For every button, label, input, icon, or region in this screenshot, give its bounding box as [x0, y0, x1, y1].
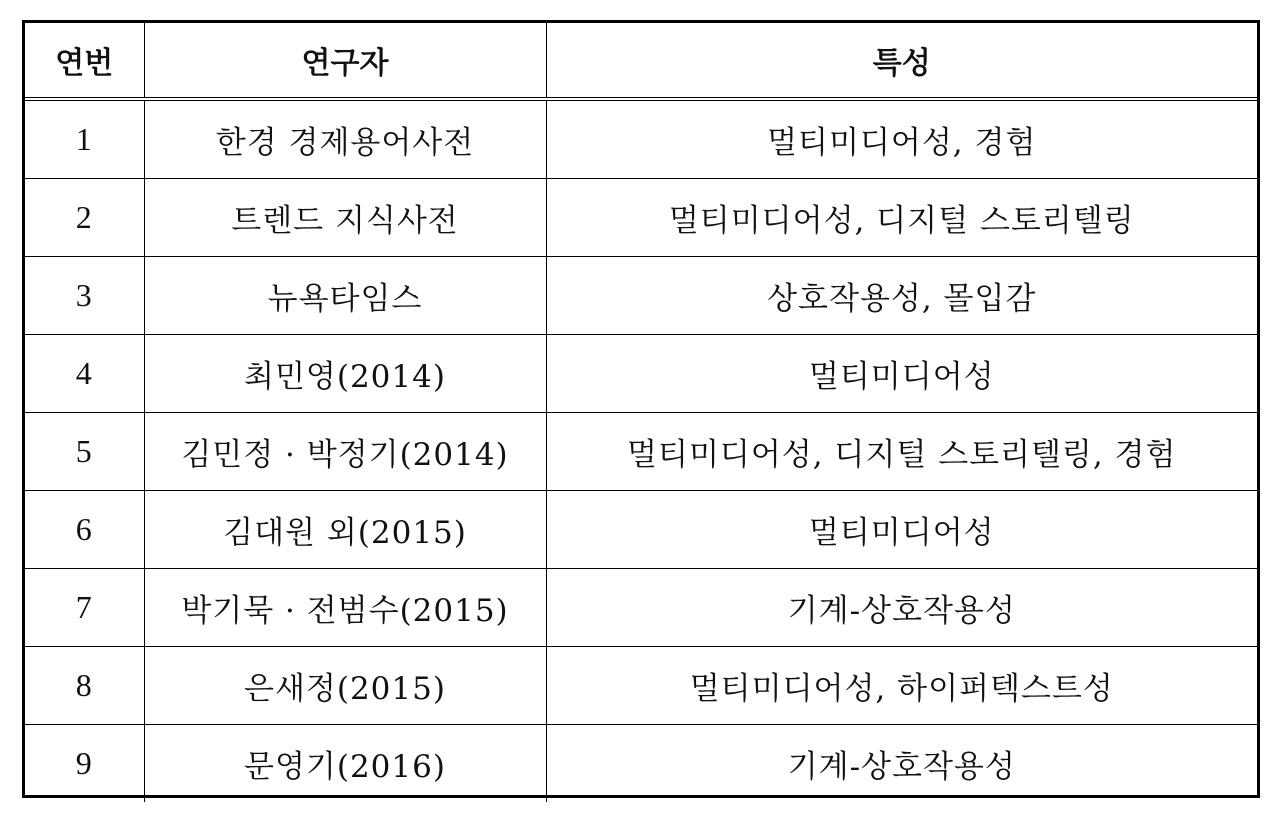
- row-number: 6: [25, 491, 144, 569]
- row-traits: 상호작용성, 몰입감: [546, 257, 1257, 335]
- row-researcher: 한경 경제용어사전: [144, 99, 546, 179]
- row-traits: 멀티미디어성, 경험: [546, 99, 1257, 179]
- row-traits: 기계-상호작용성: [546, 725, 1257, 803]
- row-researcher: 최민영(2014): [144, 335, 546, 413]
- row-researcher: 은새정(2015): [144, 647, 546, 725]
- row-traits: 기계-상호작용성: [546, 569, 1257, 647]
- research-table-container: [22, 20, 1260, 798]
- row-researcher: 박기묵 · 전범수(2015): [144, 569, 546, 647]
- table-row: [25, 491, 1257, 569]
- row-traits: 멀티미디어성: [546, 491, 1257, 569]
- row-traits: 멀티미디어성, 디지털 스토리텔링: [546, 179, 1257, 257]
- research-table: [25, 23, 1257, 802]
- header-number: 연번: [25, 23, 144, 99]
- table-row: [25, 647, 1257, 725]
- table-row: [25, 335, 1257, 413]
- header-traits: 특성: [546, 23, 1257, 99]
- table-row: [25, 257, 1257, 335]
- row-researcher: 김민정 · 박정기(2014): [144, 413, 546, 491]
- table-row: [25, 99, 1257, 179]
- table-row: [25, 413, 1257, 491]
- header-researcher: 연구자: [144, 23, 546, 99]
- row-traits: 멀티미디어성, 하이퍼텍스트성: [546, 647, 1257, 725]
- row-number: 4: [25, 335, 144, 413]
- table-row: [25, 569, 1257, 647]
- row-number: 5: [25, 413, 144, 491]
- row-traits: 멀티미디어성, 디지털 스토리텔링, 경험: [546, 413, 1257, 491]
- row-number: 1: [25, 99, 144, 179]
- row-researcher: 트렌드 지식사전: [144, 179, 546, 257]
- row-traits: 멀티미디어성: [546, 335, 1257, 413]
- row-researcher: 문영기(2016): [144, 725, 546, 803]
- row-number: 9: [25, 725, 144, 803]
- row-researcher: 김대원 외(2015): [144, 491, 546, 569]
- row-number: 8: [25, 647, 144, 725]
- row-number: 2: [25, 179, 144, 257]
- row-researcher: 뉴욕타임스: [144, 257, 546, 335]
- row-number: 7: [25, 569, 144, 647]
- table-row: [25, 179, 1257, 257]
- table-header-row: [25, 23, 1257, 99]
- table-row: [25, 725, 1257, 803]
- row-number: 3: [25, 257, 144, 335]
